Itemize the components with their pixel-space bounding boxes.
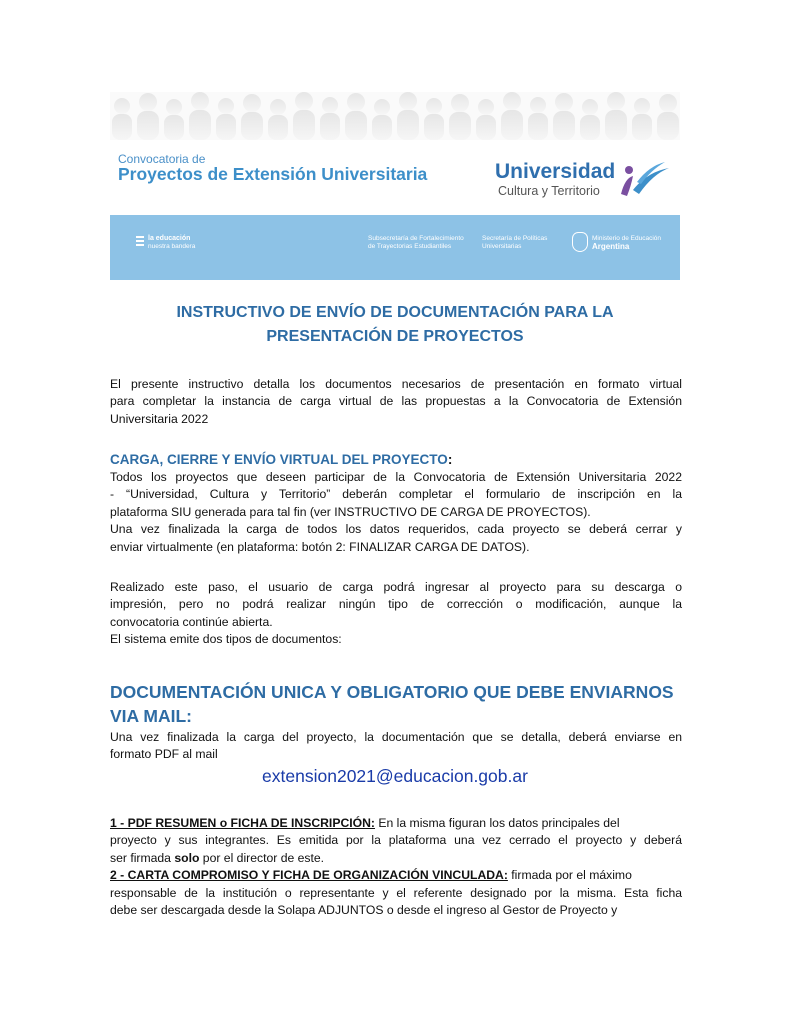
section2-p-line2: formato PDF al mail bbox=[110, 747, 218, 762]
section1-p1-line4: Una vez finalizada la carga de todos los datos requeridos, cada proyecto se deberá cerrar y bbox=[110, 522, 682, 537]
strip-right-line1: Ministerio de Educación bbox=[592, 235, 662, 242]
item1-line3-b: por el director de este. bbox=[199, 850, 325, 865]
strip-mid2-line1: Secretaría de Políticas bbox=[482, 235, 548, 242]
strip-la-educacion bbox=[148, 235, 195, 251]
item2-label: 2 - CARTA COMPROMISO Y FICHA DE ORGANIZACIÓN VINCULADA: bbox=[110, 868, 508, 883]
strip-right-line2: Argentina bbox=[592, 242, 630, 251]
intro-line1: El presente instructivo detalla los documentos necesarios de presentación en formato virtual bbox=[110, 377, 682, 391]
section2-p-line1: Una vez finalizada la carga del proyecto, la documentación que se detalla, deberá enviarse en bbox=[110, 730, 682, 744]
section1-p2-line2: impresión, pero no podrá realizar ningún tipo de corrección o modificación, aunque la bbox=[110, 597, 682, 612]
document-title bbox=[110, 301, 680, 349]
strip-mid1-line2: de Trayectorias Estudiantiles bbox=[368, 243, 452, 250]
item1-label: 1 - PDF RESUMEN o FICHA DE INSCRIPCIÓN: bbox=[110, 816, 375, 830]
document-title-line2: PRESENTACIÓN DE PROYECTOS bbox=[266, 328, 524, 345]
universidad-logo bbox=[495, 160, 675, 205]
section1-p1-line3: plataforma SIU generada para tal fin (ver INSTRUCTIVO DE CARGA DE PROYECTOS). bbox=[110, 504, 591, 519]
strip-subsecretaria bbox=[368, 235, 464, 251]
document-items bbox=[110, 815, 682, 919]
section2-heading bbox=[110, 680, 690, 728]
section1-p2-line3: convocatoria continúe abierta. bbox=[110, 614, 273, 629]
intro-paragraph bbox=[110, 376, 682, 428]
contact-email[interactable]: extension2021@educacion.gob.ar bbox=[262, 766, 528, 786]
section2-heading-line2: VIA MAIL: bbox=[110, 706, 192, 726]
header-banner bbox=[110, 92, 680, 280]
section1-paragraph1 bbox=[110, 469, 682, 556]
strip-left-line2: nuestra bandera bbox=[148, 243, 196, 250]
convocatoria-label: Convocatoria de bbox=[118, 152, 206, 166]
section1-p2-line4: El sistema emite dos tipos de documentos: bbox=[110, 632, 342, 647]
item1-line2: proyecto y sus integrantes. Es emitida por la plataforma una vez cerrado el proyecto y deberá bbox=[110, 833, 682, 848]
item2-line1-text: firmada por el máximo bbox=[507, 868, 632, 883]
universidad-logo-subtitle: Cultura y Territorio bbox=[498, 184, 600, 198]
crowd-silhouette-graphic bbox=[110, 92, 680, 140]
intro-line3: Universitaria 2022 bbox=[110, 411, 209, 426]
item2-line2: responsable de la institución o representante y el referente designado por la misma. Esta ficha bbox=[110, 885, 682, 900]
section1-p2-line1: Realizado este paso, el usuario de carga podrá ingresar al proyecto para su descarga o bbox=[110, 580, 682, 594]
section1-p1-line2: - “Universidad, Cultura y Territorio” deberán completar el formulario de inscripción en la bbox=[110, 487, 682, 502]
section1-p1-line1: Todos los proyectos que deseen participar de la Convocatoria de Extensión Universitaria 2022 bbox=[110, 470, 682, 484]
item1-line1 bbox=[110, 815, 682, 832]
convocatoria-title: Proyectos de Extensión Universitaria bbox=[118, 164, 428, 184]
section2-paragraph bbox=[110, 729, 682, 764]
intro-line2: para completar la instancia de carga virtual de las propuestas a la Convocatoria de Extensión bbox=[110, 394, 682, 409]
strip-mid1-line1: Subsecretaría de Fortalecimiento bbox=[368, 235, 464, 242]
strip-left-line1: la educación bbox=[148, 235, 191, 242]
universidad-logo-word: Universidad bbox=[495, 160, 616, 183]
section1-heading-text: CARGA, CIERRE Y ENVÍO VIRTUAL DEL PROYECTO bbox=[110, 452, 448, 467]
flag-icon bbox=[136, 236, 144, 247]
item2-line3: debe ser descargada desde la Solapa ADJUNTOS o desde el ingreso al Gestor de Proyecto y bbox=[110, 903, 618, 918]
section1-heading bbox=[110, 451, 452, 469]
item2-line1 bbox=[110, 867, 682, 884]
section1-paragraph2 bbox=[110, 579, 682, 649]
document-title-line1: INSTRUCTIVO DE ENVÍO DE DOCUMENTACIÓN PARA LA bbox=[176, 304, 614, 321]
argentina-coat-of-arms-icon bbox=[572, 232, 588, 252]
people-swoosh-icon bbox=[615, 160, 670, 205]
section2-heading-line1: DOCUMENTACIÓN UNICA Y OBLIGATORIO QUE DEBE ENVIARNOS bbox=[110, 682, 674, 702]
item1-line3 bbox=[110, 850, 682, 867]
section1-heading-colon: : bbox=[447, 452, 453, 467]
strip-ministerio bbox=[592, 235, 661, 251]
item1-line3-a: ser firmada bbox=[110, 850, 175, 865]
sponsors-strip bbox=[110, 215, 680, 280]
strip-mid2-line2: Universitarias bbox=[482, 243, 522, 250]
section1-p1-line5: enviar virtualmente (en plataforma: botón 2: FINALIZAR CARGA DE DATOS). bbox=[110, 539, 530, 554]
item1-line1-text: En la misma figuran los datos principales del bbox=[374, 816, 620, 830]
strip-secretaria bbox=[482, 235, 547, 251]
item1-line3-bold: solo bbox=[174, 850, 200, 865]
